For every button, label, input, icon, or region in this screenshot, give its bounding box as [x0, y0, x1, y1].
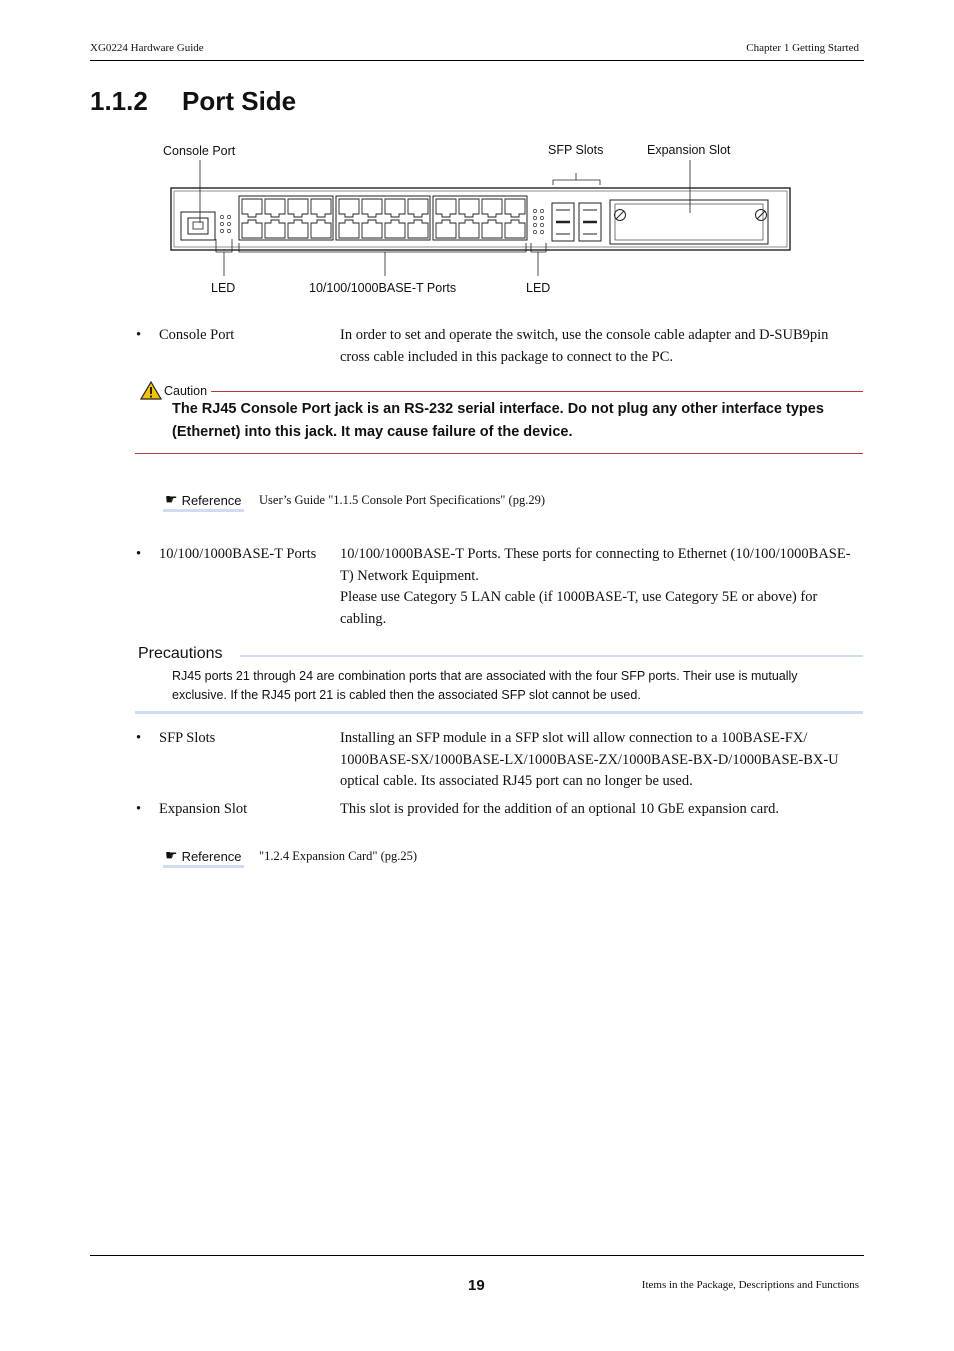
- caution-text: [172, 398, 862, 443]
- running-footer-right: Items in the Package, Descriptions and Functions: [641, 1279, 859, 1291]
- reference-label: Reference: [181, 492, 242, 508]
- description-line: optical cable. Its associated RJ45 port can no longer be used.: [340, 773, 693, 789]
- item-term: Expansion Slot: [159, 801, 248, 817]
- running-header-left: XG0224 Hardware Guide: [90, 42, 204, 54]
- description-line: cabling.: [340, 610, 387, 627]
- item-term: 10/100/1000BASE-T Ports: [159, 546, 317, 562]
- item-description: [340, 325, 866, 368]
- header-rule: [90, 60, 864, 61]
- reference-label: Reference: [181, 848, 242, 864]
- item-description: [340, 544, 866, 630]
- reference-2-text: "1.2.4 Expansion Card" (pg.25): [259, 849, 418, 863]
- description-line: 10/100/1000BASE-T Ports. These ports for connecting to Ethernet (10/100/1000BASE-: [340, 546, 851, 562]
- switch-port-side-diagram: [160, 155, 800, 285]
- item-term: SFP Slots: [159, 730, 216, 746]
- figure-label-led-left: LED: [211, 281, 236, 295]
- precautions-line: exclusive. If the RJ45 port 21 is cabled then the associated SFP slot cannot be used.: [172, 687, 641, 702]
- section-number: 1.1.2: [90, 86, 148, 116]
- caution-line: (Ethernet) into this jack. It may cause failure of the device.: [172, 423, 573, 440]
- figure-label-led-right: LED: [526, 281, 551, 295]
- bullet-marker: •: [136, 327, 142, 343]
- chassis-outline: [171, 188, 790, 250]
- pointing-hand-icon: ☛: [165, 492, 178, 508]
- figure-label-sfp-slots: SFP Slots: [548, 143, 604, 157]
- reference-2: [163, 848, 244, 868]
- description-line: T) Network Equipment.: [340, 567, 479, 584]
- description-line: Please use Category 5 LAN cable (if 1000BASE-T, use Category 5E or above) for: [340, 589, 818, 605]
- precautions-label: Precautions: [138, 645, 223, 662]
- description-line: In order to set and operate the switch, use the console cable adapter and D-SUB9pin: [340, 327, 829, 343]
- section-heading: Port Side: [182, 86, 297, 116]
- figure-label-base-t-ports: 10/100/1000BASE-T Ports: [309, 281, 457, 295]
- reference-1-text: User’s Guide "1.1.5 Console Port Specifications" (pg.29): [259, 493, 545, 507]
- precautions-top-rule: [240, 655, 863, 657]
- bullet-marker: •: [136, 730, 142, 746]
- caution-bottom-rule: [135, 453, 863, 454]
- pointing-hand-icon: ☛: [165, 848, 178, 864]
- precautions-bottom-rule: [135, 711, 863, 714]
- reference-1: [163, 492, 244, 512]
- item-description: [340, 799, 866, 821]
- caution-top-rule: [211, 391, 863, 392]
- precautions-text: [172, 667, 862, 704]
- page-number: 19: [468, 1277, 485, 1294]
- bullet-marker: •: [136, 546, 142, 562]
- running-header-right: Chapter 1 Getting Started: [746, 42, 859, 54]
- section-title: [90, 86, 296, 117]
- caution-line: The RJ45 Console Port jack is an RS-232 serial interface. Do not plug any other interface types: [172, 401, 824, 417]
- footer-rule: [90, 1255, 864, 1256]
- description-line: Installing an SFP module in a SFP slot will allow connection to a 100BASE-FX/: [340, 730, 808, 746]
- bullet-marker: •: [136, 801, 142, 817]
- description-line: This slot is provided for the addition of an optional 10 GbE expansion card.: [340, 801, 779, 817]
- description-line: 1000BASE-SX/1000BASE-LX/1000BASE-ZX/1000BASE-BX-D/1000BASE-BX-U: [340, 751, 839, 768]
- figure-label-expansion-slot: Expansion Slot: [647, 143, 731, 157]
- description-line: cross cable included in this package to connect to the PC.: [340, 348, 674, 365]
- figure-label-console-port: Console Port: [163, 144, 236, 158]
- warning-triangle-icon: [140, 381, 162, 400]
- reference-tag: [163, 492, 244, 512]
- caution-label-text: Caution: [164, 383, 208, 398]
- item-description: [340, 728, 866, 793]
- precautions-line: RJ45 ports 21 through 24 are combination ports that are associated with the four SFP ports. Their use is mutually: [172, 669, 798, 683]
- reference-tag: [163, 848, 244, 868]
- item-term: Console Port: [159, 327, 235, 343]
